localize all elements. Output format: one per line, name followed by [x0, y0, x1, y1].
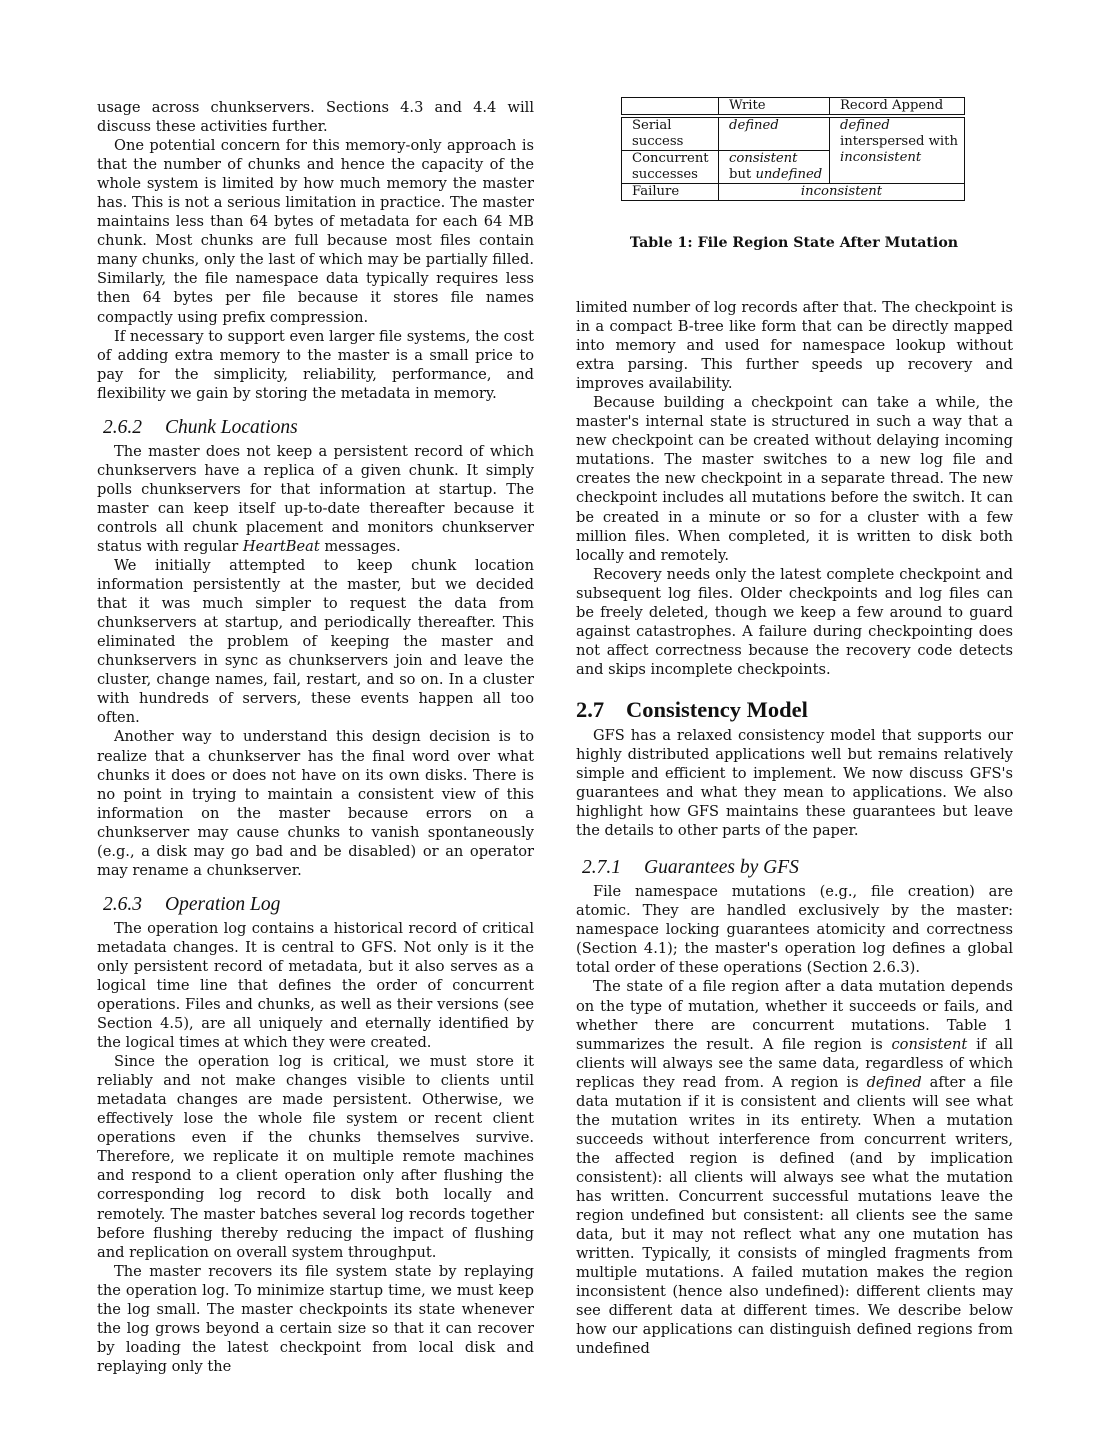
label-line: successes — [632, 167, 698, 182]
cell-value: defined — [840, 118, 890, 133]
text: if all clients will always see the same data, regardless of which replicas they read from. A region is — [576, 1035, 1014, 1091]
table-1 — [621, 97, 965, 201]
section-title: Guarantees by GFS — [644, 857, 799, 879]
label-line: Concurrent — [632, 151, 709, 166]
cell-value: consistent — [729, 151, 798, 166]
cell-serial-write — [719, 116, 830, 151]
row-label-concurrent-successes — [622, 151, 719, 184]
cell-value: inconsistent — [840, 150, 922, 165]
cell-value: undefined — [755, 167, 823, 182]
cell-failure — [719, 184, 965, 201]
table-header-row — [622, 98, 965, 117]
paragraph — [97, 442, 534, 556]
text: The state of a file region after a data mutation depends on the type of mutation, whether it succeeds or fails, and whether there are concurrent mutations. Table 1 summarizes the result. A file region is — [576, 978, 1013, 1053]
table-row — [622, 116, 965, 151]
section-number: 2.7 — [576, 696, 605, 722]
table-header-empty — [622, 98, 719, 117]
left-column — [97, 98, 534, 1376]
section-heading-2-7 — [576, 697, 1013, 723]
section-title: Chunk Locations — [165, 416, 298, 438]
section-title: Operation Log — [165, 893, 281, 915]
table-header-write: Write — [719, 98, 830, 117]
section-number: 2.7.1 — [582, 857, 621, 879]
cell-value: defined — [729, 118, 779, 133]
subsection-heading-2-6-3 — [103, 893, 534, 917]
text: messages. — [319, 537, 401, 555]
subsection-heading-2-6-2 — [103, 416, 534, 440]
emphasis: consistent — [891, 1035, 968, 1053]
paragraph: One potential concern for this memory-only approach is that the number of chunks and hence the capacity of the whole system is limited by how much memory the master has. This is not a serious limitation in practice. The master maintains less than 64 bytes of metadata for each 64 MB chunk. Most chunks are full because most files contain many chunks, only the last of which may be partially filled. Similarly, the file namespace data typically requires less then 64 bytes per file because it stores file names compactly using prefix compression. — [97, 137, 534, 326]
cell-value: interspersed with — [840, 134, 958, 149]
right-column — [576, 298, 1013, 1358]
table-row — [622, 184, 965, 201]
paragraph: If necessary to support even larger file systems, the cost of adding extra memory to the master is a small price to pay for the simplicity, reliability, performance, and flexibility we gain by storing the metadata in memory. — [97, 327, 534, 402]
cell-value: inconsistent — [800, 184, 883, 199]
cell-record-append-success — [830, 116, 965, 184]
paragraph: Since the operation log is critical, we must store it reliably and not make changes visible to clients until metadata changes are made persistent. Otherwise, we effectively lose the whole file system or recent client operations even if the chunks themselves survive. Therefore, we replicate it on multiple remote machines and respond to a client operation only after flushing the corresponding log record to disk both locally and remotely. The master batches several log records together before flushing thereby reducing the impact of flushing and replication on overall system throughput. — [97, 1053, 534, 1261]
text: after a file data mutation if it is consistent and clients will see what the mutation writes in its entirety. When a mutation succeeds without interference from concurrent writers, the affected region is defined (and by implication consistent): all clients will always see what the mutation has written. Concurrent successful mutations leave the region undefined but consistent: all clients see the same data, but it may not reflect what any one mutation has written. Typically, it consists of mingled fragments from multiple mutations. A failed mutation makes the region inconsistent (hence also undefined): different clients may see different data at different times. We describe below how our applications can distinguish defined regions from undefined — [576, 1073, 1013, 1358]
row-label-failure: Failure — [622, 184, 719, 201]
paragraph: limited number of log records after that. The checkpoint is in a compact B-tree like form that can be directly mapped into memory and used for namespace lookup without extra parsing. This further speeds up recovery and improves availability. — [576, 299, 1013, 393]
table-caption: Table 1: File Region State After Mutation — [629, 235, 959, 251]
label-line: Serial — [632, 118, 672, 133]
section-title: Consistency Model — [626, 696, 808, 722]
paragraph: Because building a checkpoint can take a while, the master's internal state is structured in such a way that a new checkpoint can be created without delaying incoming mutations. The master switches to a new log file and creates the new checkpoint in a separate thread. The new checkpoint includes all mutations before the switch. It can be created in a minute or so for a cluster with a few million files. When completed, it is written to disk both locally and remotely. — [576, 394, 1013, 564]
subsection-heading-2-7-1 — [582, 856, 1013, 880]
paragraph: Recovery needs only the latest complete checkpoint and subsequent log files. Older checkpoints and log files can be freely deleted, though we keep a few around to guard against catastrophes. A failure during checkpointing does not affect correctness because the recovery code detects and skips incomplete checkpoints. — [576, 565, 1013, 678]
section-number: 2.6.2 — [103, 416, 142, 438]
emphasis: HeartBeat — [242, 537, 320, 555]
paragraph — [576, 977, 1013, 1358]
label-line: success — [632, 134, 684, 149]
paragraph: Another way to understand this design decision is to realize that a chunkserver has the final word over what chunks it does or does not have on its own disks. There is no point in trying to maintain a consistent view of this information on the master because errors on a chunkserver may cause chunks to vanish spontaneously (e.g., a disk may go bad and be disabled) or an operator may rename a chunkserver. — [97, 728, 534, 879]
file-region-state-table — [621, 97, 965, 201]
cell-value: but — [729, 167, 756, 182]
paragraph: The master recovers its file system state by replaying the operation log. To minimize startup time, we must keep the log small. The master checkpoints its state whenever the log grows beyond a certain size so that it can recover by loading the latest checkpoint from local disk and replaying only the — [97, 1262, 534, 1375]
text: The master does not keep a persistent record of which chunkservers have a replica of a given chunk. It simply polls chunkservers for that information at startup. The master can keep itself up-to-date thereafter because it controls all chunk placement and monitors chunkserver status with regular — [97, 442, 534, 555]
paragraph: usage across chunkservers. Sections 4.3 and 4.4 will discuss these activities further. — [97, 99, 534, 136]
paragraph: File namespace mutations (e.g., file creation) are atomic. They are handled exclusively by the master: namespace locking guarantees atomicity and correctness (Section 4.1); the master's operation log defines a global total order of these operations (Section 2.6.3). — [576, 883, 1013, 977]
row-label-serial-success — [622, 116, 719, 151]
table-header-record-append: Record Append — [830, 98, 965, 117]
cell-concurrent-write — [719, 151, 830, 184]
paragraph: GFS has a relaxed consistency model that supports our highly distributed applications well but remains relatively simple and efficient to implement. We now discuss GFS's guarantees and what they mean to applications. We also highlight how GFS maintains these guarantees but leave the details to other parts of the paper. — [576, 726, 1013, 840]
emphasis: defined — [866, 1073, 922, 1091]
section-number: 2.6.3 — [103, 893, 142, 915]
paragraph: We initially attempted to keep chunk location information persistently at the master, but we decided that it was much simpler to request the data from chunkservers at startup, and periodically thereafter. This eliminated the problem of keeping the master and chunkservers in sync as chunkservers join and leave the cluster, change names, fail, restart, and so on. In a cluster with hundreds of servers, these events happen all too often. — [97, 557, 534, 727]
paragraph: The operation log contains a historical record of critical metadata changes. It is central to GFS. Not only is it the only persistent record of metadata, but it also serves as a logical time line that defines the order of concurrent operations. Files and chunks, as well as their versions (see Section 4.5), are all uniquely and eternally identified by the logical times at which they were created. — [97, 919, 534, 1052]
